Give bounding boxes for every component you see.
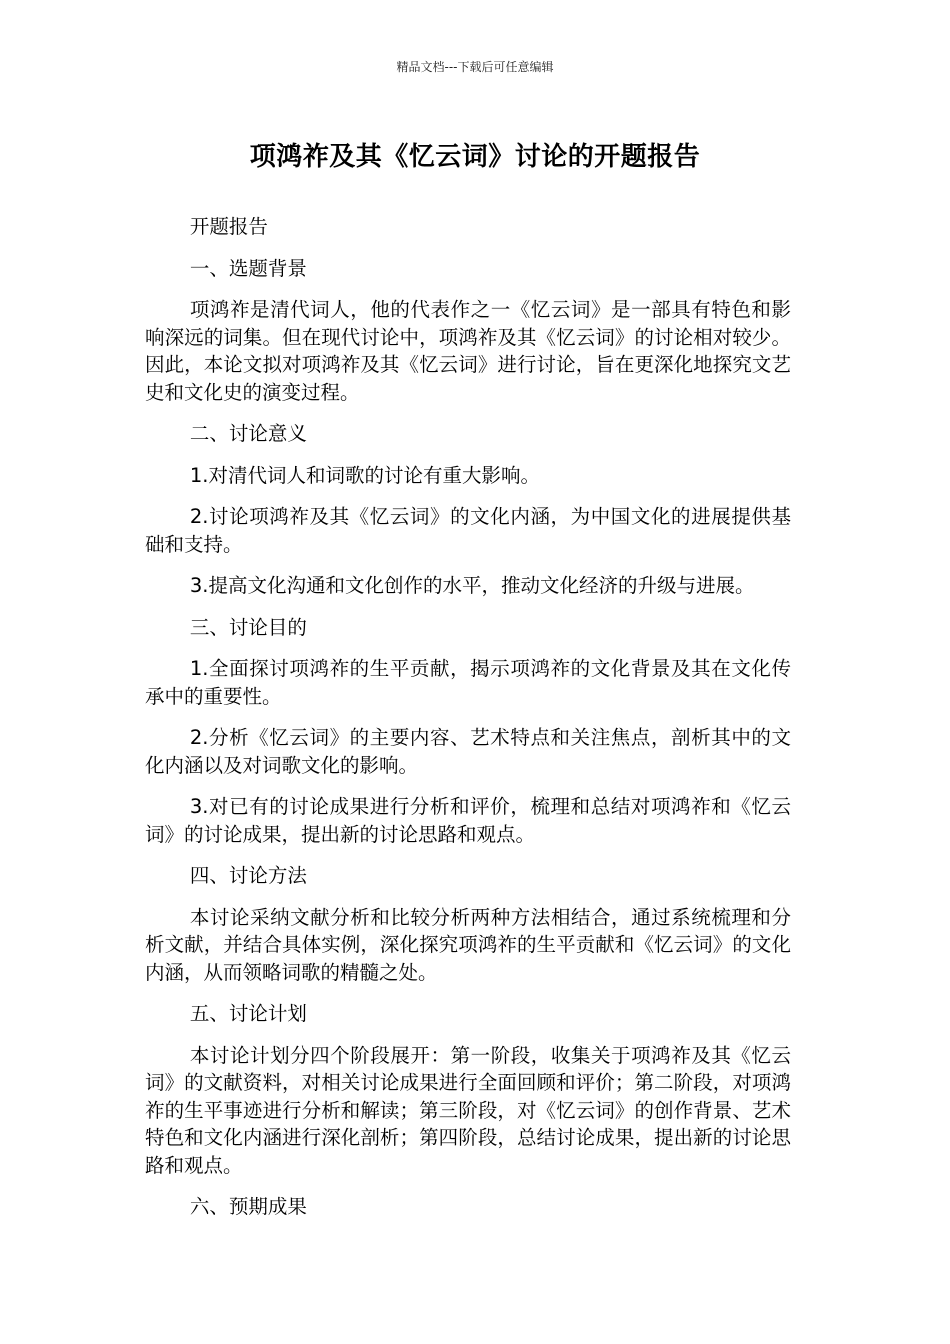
significance-item-1: 1.对清代词人和词歌的讨论有重大影响。 bbox=[189, 463, 540, 487]
purpose-item-1: 1.全面探讨项鸿祚的生平贡献，揭示项鸿祚的文化背景及其在文化传承中的重要性。 bbox=[145, 657, 791, 708]
paragraph-background: 项鸿祚是清代词人，他的代表作之一《忆云词》是一部具有特色和影响深远的词集。但在现代讨论中，项鸿祚及其《忆云词》的讨论相对较少。因此，本论文拟对项鸿祚及其《忆云词》进行讨论，旨在更深化地探究文艺史和文化史的演变过程。 bbox=[145, 298, 791, 404]
heading-method: 四、讨论方法 bbox=[189, 864, 307, 887]
significance-item-3: 3.提高文化沟通和文化创作的水平，推动文化经济的升级与进展。 bbox=[189, 574, 755, 597]
document-body bbox=[145, 213, 791, 1235]
document-title: 项鸿祚及其《忆云词》讨论的开题报告 bbox=[249, 142, 701, 172]
significance-item-2: 2.讨论项鸿祚及其《忆云词》的文化内涵，为中国文化的进展提供基础和支持。 bbox=[145, 505, 791, 556]
header-note: 精品文档---下载后可任意编辑 bbox=[396, 60, 554, 74]
purpose-item-3: 3.对已有的讨论成果进行分析和评价，梳理和总结对项鸿祚和《忆云词》的讨论成果，提出新的讨论思路和观点。 bbox=[145, 795, 791, 846]
purpose-item-2: 2.分析《忆云词》的主要内容、艺术特点和关注焦点，剖析其中的文化内涵以及对词歌文化的影响。 bbox=[145, 726, 791, 777]
heading-purpose: 三、讨论目的 bbox=[189, 615, 307, 639]
paragraph-plan: 本讨论计划分四个阶段展开：第一阶段，收集关于项鸿祚及其《忆云词》的文献资料，对相关讨论成果进行全面回顾和评价；第二阶段，对项鸿祚的生平事迹进行分析和解读；第三阶段，对《忆云词》的创作背景、艺术特色和文化内涵进行深化剖析；第四阶段，总结讨论成果，提出新的讨论思路和观点。 bbox=[145, 1043, 791, 1177]
section-label-report: 开题报告 bbox=[189, 215, 268, 238]
heading-expected-results: 六、预期成果 bbox=[189, 1195, 307, 1218]
heading-plan: 五、讨论计划 bbox=[189, 1002, 307, 1025]
heading-background: 一、选题背景 bbox=[189, 256, 307, 280]
heading-significance: 二、讨论意义 bbox=[189, 422, 307, 445]
paragraph-method: 本讨论采纳文献分析和比较分析两种方法相结合，通过系统梳理和分析文献，并结合具体实例，深化探究项鸿祚的生平贡献和《忆云词》的文化内涵，从而领略词歌的精髓之处。 bbox=[145, 905, 791, 984]
